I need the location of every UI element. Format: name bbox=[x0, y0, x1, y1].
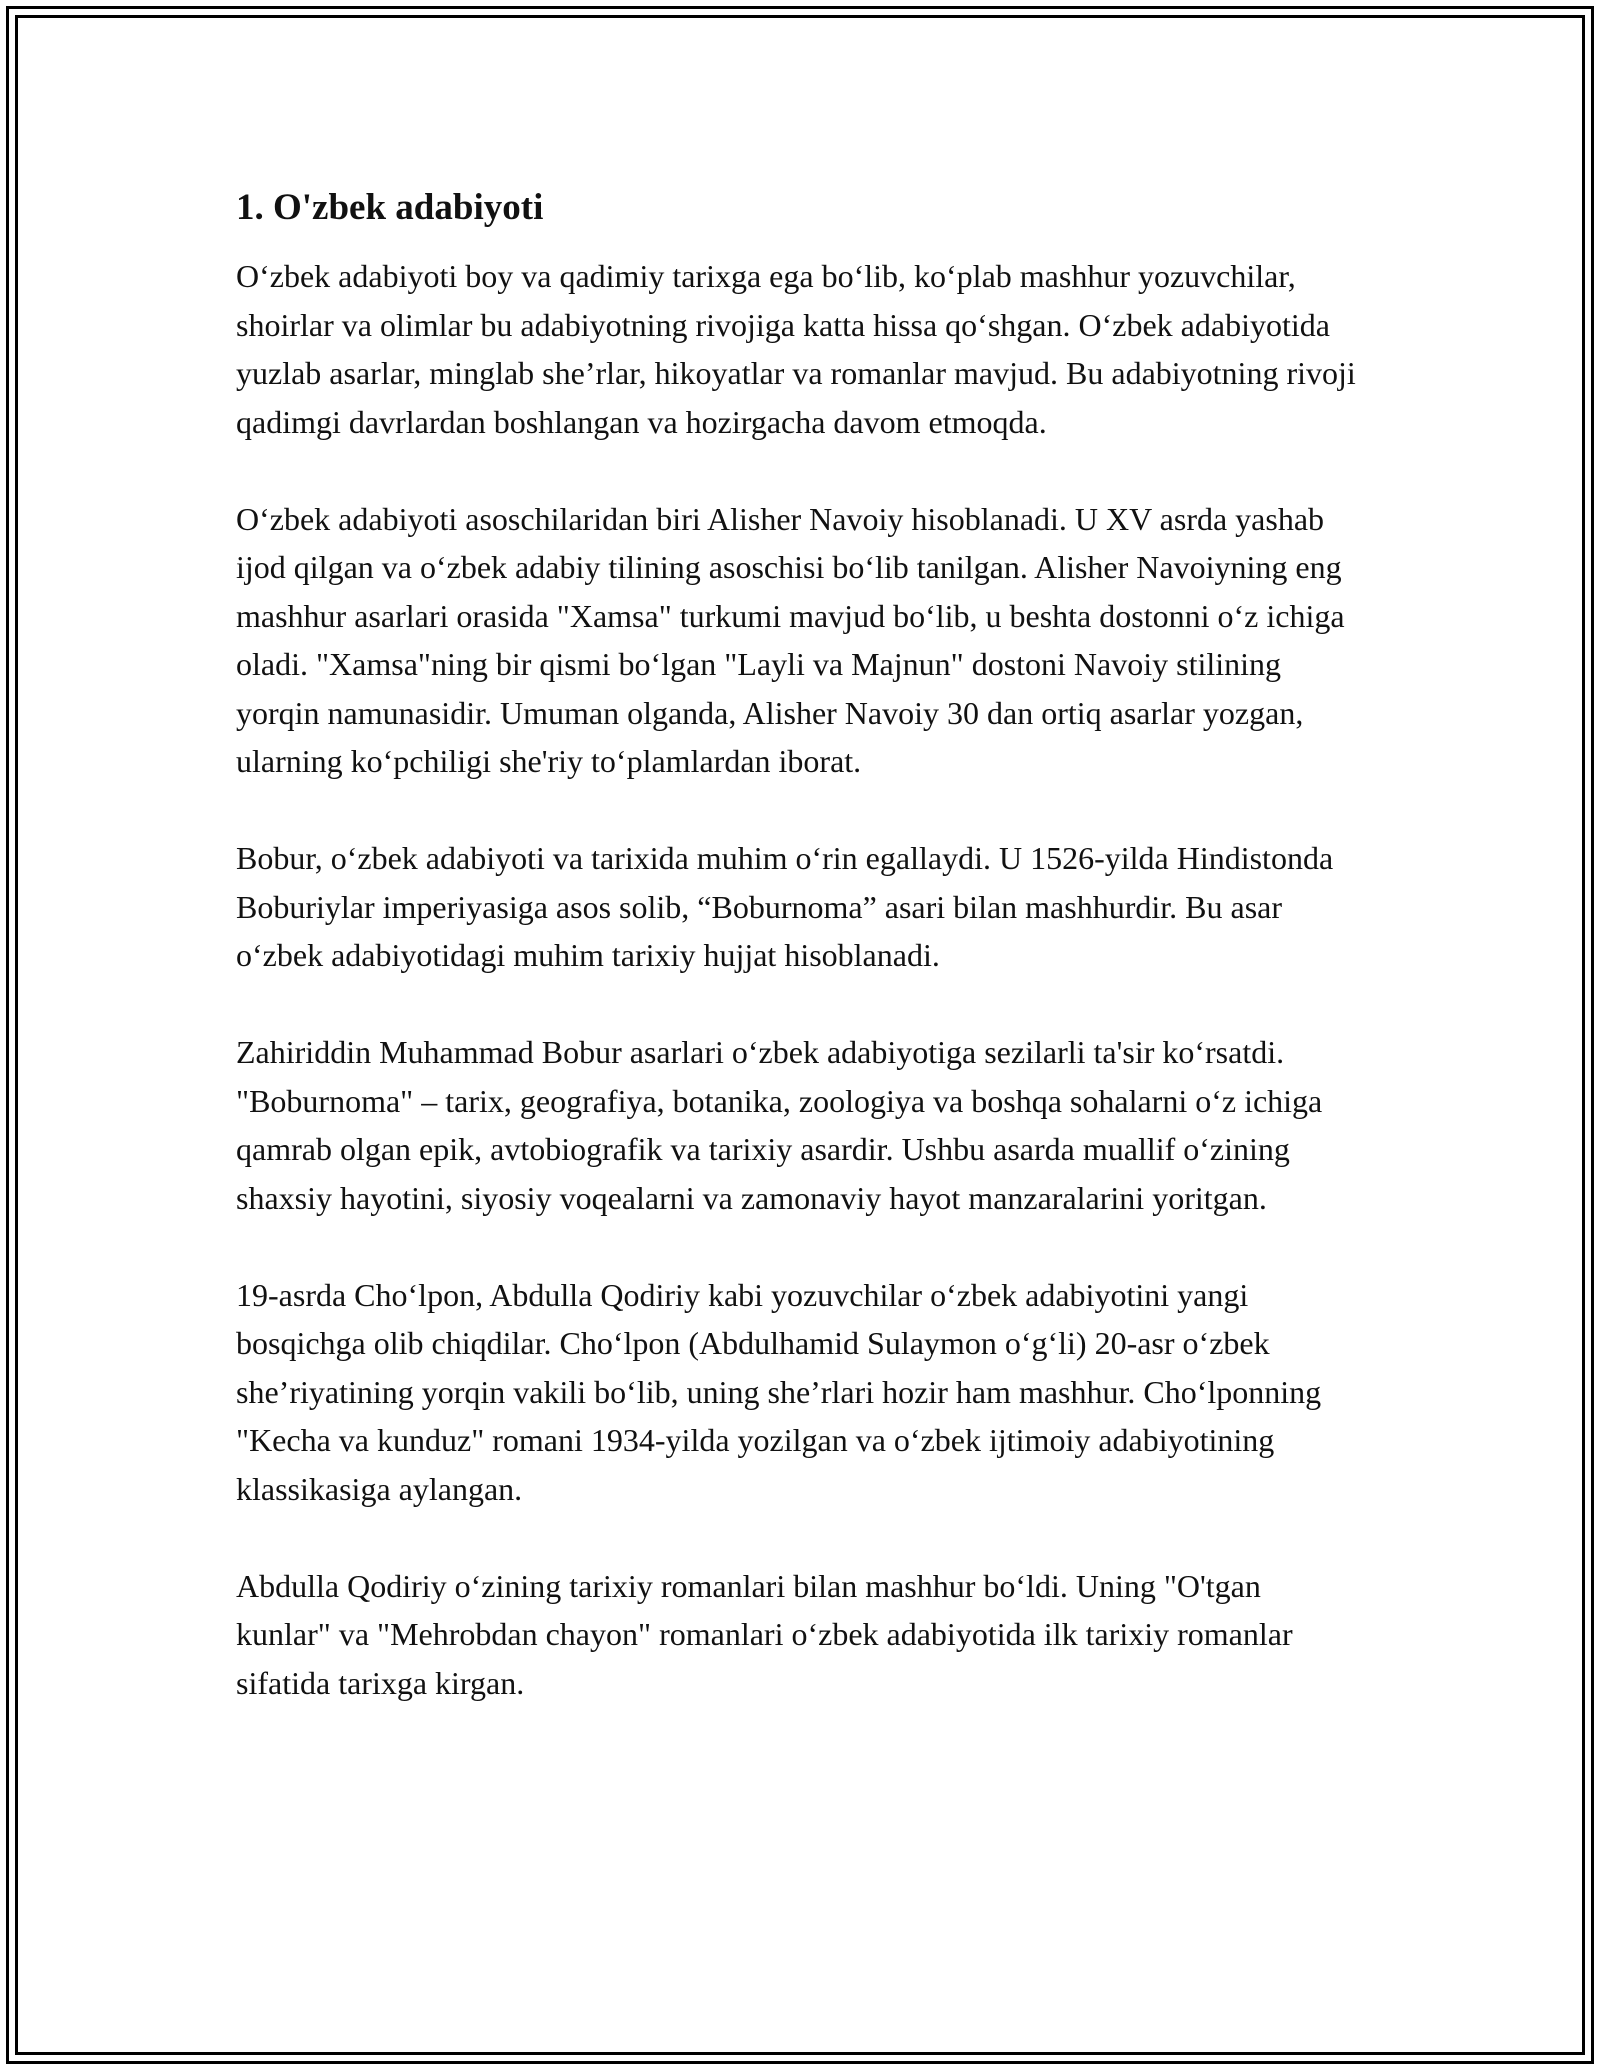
paragraph-navoiy: O‘zbek adabiyoti asoschilaridan biri Alisher Navoiy hisoblanadi. U XV asrda yashab ijod qilgan va o‘zbek adabiy tilining asoschisi bo‘lib tanilgan. Alisher Navoiyning eng mashhur asarlari orasida "Xamsa" turkumi mavjud bo‘lib, u beshta dostonni o‘z ichiga oladi. "Xamsa"ning bir qismi bo‘lgan "Layli va Majnun" dostoni Navoiy stilining yorqin namunasidir. Umuman olganda, Alisher Navoiy 30 dan ortiq asarlar yozgan, ularning ko‘pchiligi she'riy to‘plamlardan iborat. bbox=[236, 500, 1345, 779]
paragraph-boburnoma: Zahiriddin Muhammad Bobur asarlari o‘zbek adabiyotiga sezilarli ta'sir ko‘rsatdi. "Boburnoma" – tarix, geografiya, botanika, zoologiya va boshqa sohalarni o‘z ichiga qamrab olgan epik, avtobiografik va tarixiy asardir. Ushbu asarda muallif o‘zining shaxsiy hayotini, siyosiy voqealarni va zamonaviy hayot manzaralarini yoritgan. bbox=[236, 1034, 1323, 1216]
paragraph-intro: O‘zbek adabiyoti boy va qadimiy tarixga ega bo‘lib, ko‘plab mashhur yozuvchilar, shoirlar va olimlar bu adabiyotning rivojiga katta hissa qo‘shgan. O‘zbek adabiyotida yuzlab asarlar, minglab she’rlar, hikoyatlar va romanlar mavjud. Bu adabiyotning rivoji qadimgi davrlardan boshlangan va hozirgacha davom etmoqda. bbox=[236, 258, 1356, 440]
paragraph-cholpon: 19-asrda Cho‘lpon, Abdulla Qodiriy kabi yozuvchilar o‘zbek adabiyotini yangi bosqichga olib chiqdilar. Cho‘lpon (Abdulhamid Sulaymon o‘g‘li) 20-asr o‘zbek she’riyatining yorqin vakili bo‘lib, uning she’rlari hozir ham mashhur. Cho‘lponning "Kecha va kunduz" romani 1934-yilda yozilgan va o‘zbek ijtimoiy adabiyotining klassikasiga aylangan. bbox=[236, 1276, 1322, 1507]
paragraph-bobur: Bobur, o‘zbek adabiyoti va tarixida muhim o‘rin egallaydi. U 1526-yilda Hindistonda Boburiylar imperiyasiga asos solib, “Boburnoma” asari bilan mashhurdir. Bu asar o‘zbek adabiyotidagi muhim tarixiy hujjat hisoblanadi. bbox=[236, 840, 1334, 973]
section-heading: 1. O'zbek adabiyoti bbox=[236, 187, 544, 228]
document-body bbox=[236, 184, 1361, 1707]
paragraph-qodiriy: Abdulla Qodiriy o‘zining tarixiy romanlari bilan mashhur bo‘ldi. Uning "O'tgan kunlar" va "Mehrobdan chayon" romanlari o‘zbek adabiyotida ilk tarixiy romanlar sifatida tarixga kirgan. bbox=[236, 1567, 1293, 1701]
